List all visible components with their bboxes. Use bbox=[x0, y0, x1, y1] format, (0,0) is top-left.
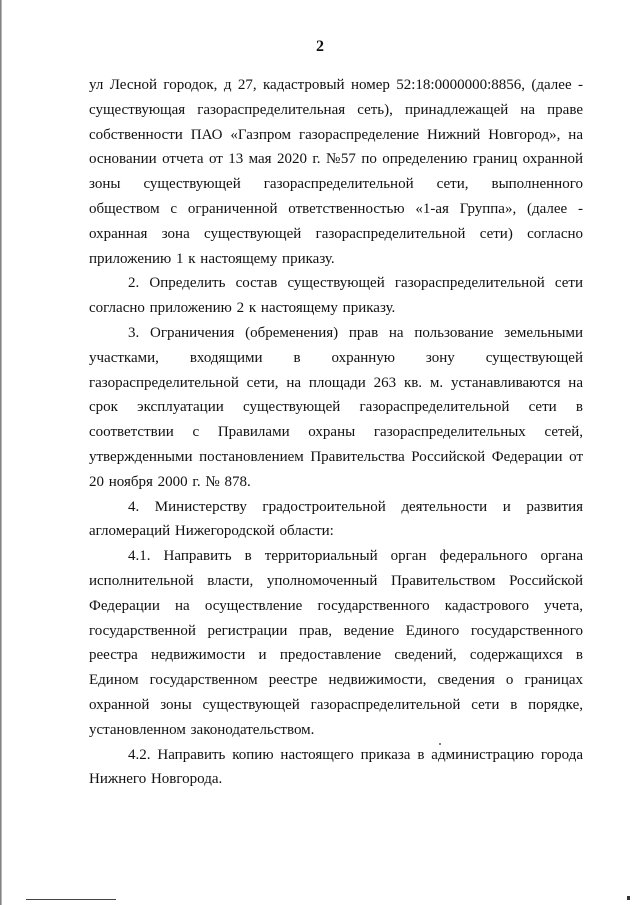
paragraph-item-4-1: 4.1. Направить в территориальный орган федерального органа исполнительной власти, уполномоченный Правительством Российской Федерации на осуществление государственного кадастрового учета, государственной регистрации прав, ведение Единого государственного реестра недвижимости и предоставление сведений, содержащихся в Едином государственном реестре недвижимости, сведения о границах охранной зоны существующей газораспределительной сети в порядке, установленном законодательством. bbox=[89, 548, 583, 738]
page-number: 2 bbox=[316, 38, 324, 55]
document-body bbox=[89, 73, 583, 792]
scan-edge bbox=[0, 0, 2, 905]
paragraph-item-3: 3. Ограничения (обременения) прав на пользование земельными участками, входящими в охранную зону существующей газораспределительной сети, на площади 263 кв. м. устанавливаются на срок эксплуатации существующей газораспределительной сети в соответствии с Правилами охраны газораспределительных сетей, утвержденными постановлением Правительства Российской Федерации от 20 ноября 2000 г. № 878. bbox=[89, 324, 583, 490]
paragraph-item-4-2: 4.2. Направить копию настоящего приказа в администрацию города Нижнего Новгорода. bbox=[89, 746, 583, 788]
paragraph-item-2: 2. Определить состав существующей газораспределительной сети согласно приложению 2 к настоящему приказу. bbox=[89, 275, 583, 317]
scan-speck bbox=[439, 743, 441, 745]
scan-bottom-line bbox=[26, 899, 116, 900]
paragraph-item-4: 4. Министерству градостроительной деятельности и развития агломераций Нижегородской области: bbox=[89, 498, 583, 540]
paragraph-address-clause: ул Лесной городок, д 27, кадастровый номер 52:18:0000000:8856, (далее - существующая газораспределительная сеть), принадлежащей на праве собственности ПАО «Газпром газораспределение Нижний Новгород», на основании отчета от 13 мая 2020 г. №57 по определению границ охранной зоны существующей газораспределительной сети, выполненного обществом с ограниченной ответственностью «1-ая Группа», (далее - охранная зона существующей газораспределительной сети) согласно приложению 1 к настоящему приказу. bbox=[89, 77, 583, 267]
scan-corner-mark bbox=[627, 896, 630, 900]
